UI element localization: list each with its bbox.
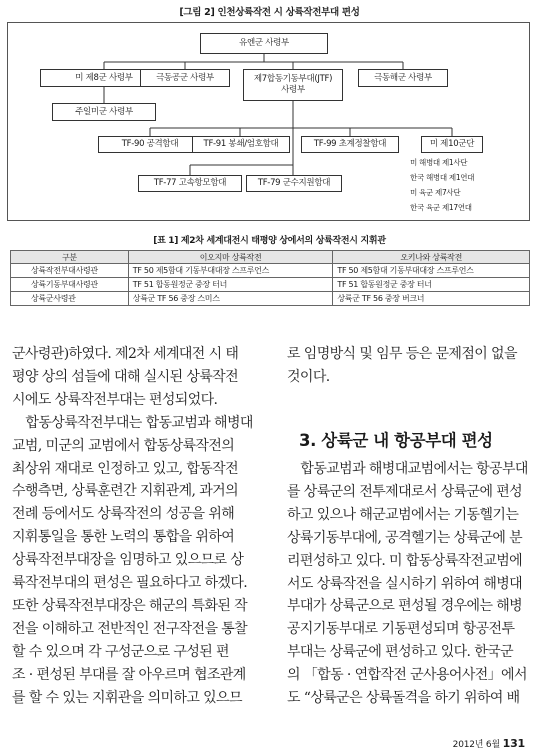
body-line: 서도 상륙작전을 실시하기 위하여 해병대	[287, 575, 523, 592]
x-corps-unit: 한국 해병대 제1연대	[410, 173, 475, 182]
body-line: 리편성하고 있다. 미 합동상륙작전교범에	[287, 552, 523, 569]
body-line: 상륙기동부대에, 공격헬기는 상륙군에 분	[287, 529, 523, 546]
x-corps-unit: 미 해병대 제1사단	[410, 158, 468, 167]
issue-date: 2012년 6월	[452, 740, 500, 750]
body-line: 부대는 상륙군에 편성하고 있다. 한국군	[287, 644, 514, 661]
body-line: 할 수 있으며 각 구성군으로 구성된 편	[12, 643, 229, 660]
table-cell: 상륙작전부대사령관	[11, 264, 129, 278]
body-line: 지휘통일을 통한 노력의 통합을 위하여	[12, 529, 235, 546]
node-tf99: TF-99 초계정찰함대	[301, 136, 399, 153]
table-cell: TF 51 합동원정군 중장 터너	[128, 278, 333, 292]
node-tf77: TF-77 고속항모함대	[138, 175, 242, 192]
body-line: 수행측면, 상륙훈련간 지휘관계, 과거의	[12, 483, 239, 500]
figure-caption: [그림 2] 인천상륙작전 시 상륙작전부대 편성	[179, 7, 360, 18]
node-tf91: TF-91 봉쇄/엄호함대	[192, 136, 290, 153]
right-body-column	[287, 458, 529, 710]
node-jtf7	[243, 69, 343, 101]
table-header: 오키나와 상륙작전	[333, 251, 530, 264]
table-cell: TF 51 합동원정군 중장 터너	[333, 278, 530, 292]
body-line: 교범, 미군의 교범에서 합동상륙작전의	[12, 437, 235, 454]
node-jtf7-line2: 사령부	[281, 85, 305, 95]
body-line: 것이다.	[287, 368, 330, 385]
body-line: 부대가 상륙군으로 편성될 경우에는 해병	[287, 598, 523, 615]
table-row	[11, 264, 530, 278]
table-cell: 상륙군 TF 56 중장 버크너	[333, 292, 530, 306]
table-caption: [표 1] 제2차 세계대전시 태평양 상에서의 상륙작전시 지휘관	[153, 236, 386, 246]
node-eighth-army: 미 제8군 사령부	[40, 69, 168, 87]
body-line: 로 임명방식 및 임무 등은 문제점이 없을	[287, 346, 517, 362]
right-body-column-top	[287, 343, 529, 389]
body-line: 도 “상륙군은 상륙돌격을 하기 위하여 배	[287, 690, 520, 707]
body-line: 평양 상의 섬들에 대해 실시된 상륙작전	[12, 368, 239, 385]
body-line: 최상위 재대로 인정하고 있고, 합동작전	[12, 460, 239, 477]
body-line: 군사령관)하였다. 제2차 세계대전 시 태	[12, 346, 239, 362]
body-line: 의 「합동 · 연합작전 군사용어사전」에서	[287, 667, 527, 684]
body-line: 상륙작전부대장을 임명하고 있으므로 상	[12, 552, 244, 569]
node-fe-air-force: 극동공군 사령부	[140, 69, 230, 87]
body-line: 시에도 상륙작전부대는 편성되었다.	[12, 391, 218, 408]
body-line: 조 · 편성된 부대를 잘 아우르며 협조관계	[12, 666, 246, 683]
section-title: 3. 상륙군 내 항공부대 편성	[299, 431, 493, 450]
body-line: 하고 있으나 해군교범에서는 기동헬기는	[287, 506, 519, 523]
body-line: 공지기동부대로 기동편성되며 항공전투	[287, 621, 515, 638]
table-cell: TF 50 제5함대 기동부대대장 스프루언스	[128, 264, 333, 278]
node-usfj: 주일미군 사령부	[52, 103, 156, 121]
node-tf90: TF-90 공격함대	[98, 136, 202, 153]
x-corps-unit: 미 육군 제7사단	[410, 188, 461, 197]
body-line: 전례 등에서도 상륙작전의 성공을 위해	[12, 506, 235, 523]
body-line: 전을 이해하고 전반적인 전구작전을 통찰	[12, 620, 248, 637]
body-line: 합동상륙작전부대는 합동교범과 해병대	[12, 414, 253, 431]
node-jtf7-line1: 제7합동기동부대(JTF)	[253, 74, 333, 84]
table-header: 이오지마 상륙작전	[128, 251, 333, 264]
node-un-command: 유엔군 사령부	[200, 33, 328, 54]
table-cell: 상륙군 TF 56 중장 스미스	[128, 292, 333, 306]
body-line: 합동교범과 해병대교범에서는 항공부대	[287, 461, 528, 477]
x-corps-unit: 한국 육군 제17연대	[410, 203, 472, 212]
table-header-row	[11, 251, 530, 264]
body-line: 륙작전부대의 편성은 필요하다고 하겠다.	[12, 575, 248, 592]
page-number: 131	[502, 737, 525, 750]
table-row	[11, 278, 530, 292]
table-row	[11, 292, 530, 306]
table-cell: 상륙기동부대사령관	[11, 278, 129, 292]
body-line: 를 할 수 있는 지휘관을 의미하고 있으므	[12, 689, 242, 706]
table-cell: TF 50 제5함대 기동부대대장 스프루언스	[333, 264, 530, 278]
table-cell: 상륙군사령관	[11, 292, 129, 306]
commanders-table	[10, 250, 530, 306]
table-header: 구분	[11, 251, 129, 264]
page-footer	[453, 737, 525, 750]
node-x-corps: 미 제10군단	[421, 136, 483, 153]
body-line: 를 상륙군의 전투제대로서 상륙군에 편성	[287, 483, 523, 500]
node-fe-navy: 극동해군 사령부	[358, 69, 448, 87]
body-line: 또한 상륙작전부대장은 해군의 특화된 작	[12, 597, 248, 614]
left-body-column	[12, 343, 266, 710]
node-tf79: TF-79 군수지원함대	[246, 175, 342, 192]
